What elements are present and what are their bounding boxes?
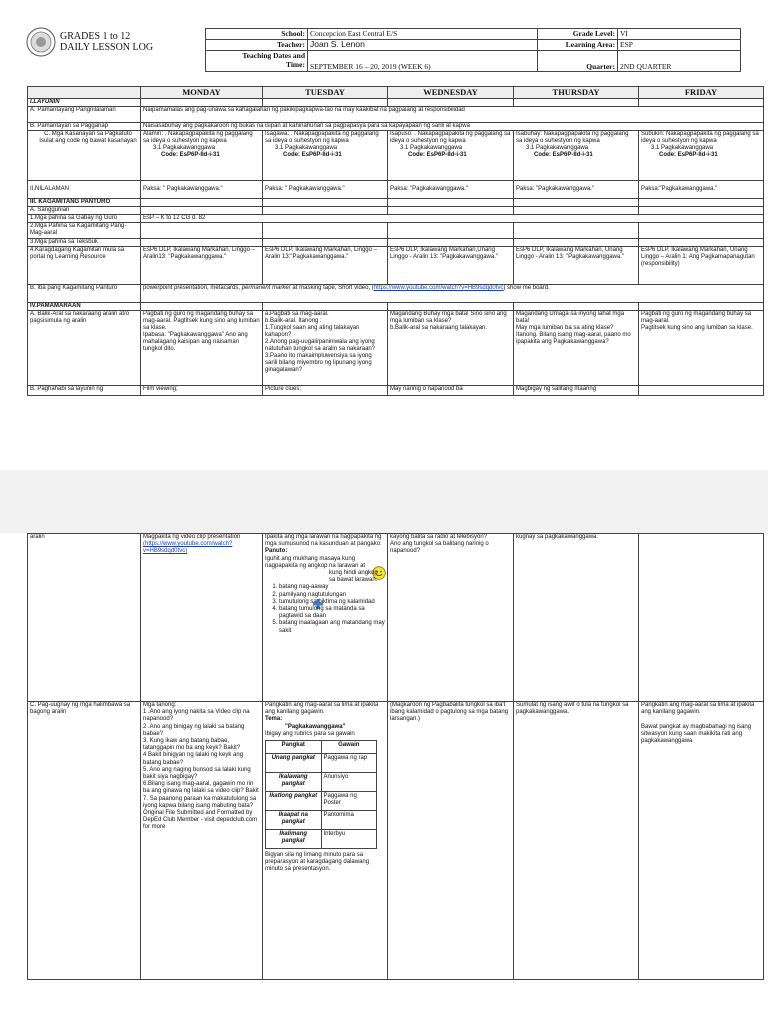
aralin-cont-label: aralin	[28, 534, 141, 702]
cont-wed: kayong balita sa radio at telebisyon? Ano ang tungkol sa balitang narinig o napanood?	[388, 534, 514, 702]
grade-value: VI	[618, 29, 741, 40]
paguugnay-fri: Pangkatin ang mag-aaral sa lima at ipakita ang kanilang gagawin. Bawat pangkat ay magbabahagi ng isang sitwasyon kung saan makikita rati ang pagkakawanggawa	[639, 702, 764, 980]
day-monday: MONDAY	[141, 87, 263, 99]
task-4: Pantomima	[321, 811, 377, 830]
task-col-header: Gawain	[321, 741, 377, 754]
kasanayan-tue: Isagawa: . Nakapagpapakita ng paggalang sa ideya o suhestyon ng kapwa 3.1 Pagkakawanggawa Code: EsP6P-IId-i-31	[263, 131, 388, 181]
quarter-value: 2ND QUARTER	[618, 51, 741, 72]
group-col-header: Pangkat	[266, 741, 322, 754]
group-1: Unang pangkat	[266, 754, 322, 773]
dates-value: SEPTEMBER 16 – 20, 2019 (WEEK 6)	[308, 51, 538, 72]
gabay-label: 1.Mga pahina sa Gabay ng Guro	[28, 215, 141, 223]
lr-mon: EsP6 DLP, Ikalawang Markahan, Linggo – Aralin13: "Pagkakawanggawa."	[141, 247, 263, 285]
teacher-value: Joan S. Lenon	[308, 40, 538, 51]
balik-thu: Magandang Umaga sa inyong lahat mga bata! May mga lumiban ba sa ating klase? Itanong. Bilang isang mag-aaral, paano mo ipapakita ang Pagkakawanggawa?	[514, 311, 639, 386]
lr-fri: EsP6 DLP, Ikalawang Markahan, Unang Linggo – Aralin 1: Ang Pagkamapanagutan (responsibility)	[639, 247, 764, 285]
kasanayan-label-text: C. Mga Kasanayan sa Pagkatuto Isulat ang code ng bawat kasanayan	[39, 131, 137, 144]
cont-tue: Ipakita ang mga larawan na nagpapakita ng mga sumusunod na kasunduan at pangako: Panuto: Iguhit ang mukhang masaya kung nagpapakita ng angkop na larawan at kung hindi angkop sa bawat larawan. 1. batang nag-aaway 2. pamilyang nagtutulungan 3. tumutulong sa biktima ng kalamidad 4. batang tumulong sa matanda sa pagtawid sa daan 5. batang inaalagaan ang matandang may sakit	[263, 534, 388, 702]
school-value: Concepcion East Central E/S	[308, 29, 538, 40]
paguugnay-wed: (Magkaroon ng Pagbabalita tungkol sa iba't ibang kalamidad o pagtulong sa mga batang larsangan.)	[388, 702, 514, 980]
kagamitan-mag-aaral-label: 2.Mga Pahina sa Kagamitang Pang-Mag-aaral	[28, 223, 141, 239]
task-5: Interbyu	[321, 830, 377, 849]
paguugnay-label: C. Pag-uugnay ng mga halimbawa sa bagong aralin	[28, 702, 141, 980]
group-2: Ikalawang pangkat	[266, 773, 322, 792]
kasanayan-label	[28, 131, 141, 181]
kasanayan-mon: Alamin: . Nakapagpapakita ng paggalang sa ideya o suhestyon ng kapwa 3.1 Pagkakawanggawa Code: EsP6P-IId-i-31	[141, 131, 263, 181]
header-info-table	[205, 28, 741, 72]
paghahabi-tue: Picture clues:	[263, 386, 388, 396]
balik-wed: Magandang Buhay mga bata! Sino sino ang mga lumiban sa klase? b.Balik-aral sa nakaraang talakayan.	[388, 311, 514, 386]
task-1: Paggawa ng rap	[321, 754, 377, 773]
pamantayang-label: A. Pamantayang Pangnilalaman	[28, 107, 141, 123]
log-title	[60, 31, 153, 53]
dates-label-line1: Teaching Dates and	[242, 51, 305, 60]
day-thursday: THURSDAY	[514, 87, 639, 99]
pagganap-text: Naisasabuhay ang pagkakaroon ng bukas na isipan at kahinahunan sa pagpapasya para sa kapayapaan ng sarili at kapwa	[141, 123, 764, 131]
lr-label: 4.Karagdagang Kagamitan mula sa portal ng Learning Resource	[28, 247, 141, 285]
kasanayan-wed: Isapuso: . Nakapagpapakita ng paggalang sa ideya o suhestyon ng kapwa 3.1 Pagkakawanggawa Code: EsP6P-IId-i-31	[388, 131, 514, 181]
task-3: Paggawa ng Poster	[321, 792, 377, 811]
deped-seal-icon	[26, 27, 56, 57]
paksa-fri: Paksa:"Pagkakawanggawa."	[639, 181, 764, 199]
group-5: Ikalimang pangkat	[266, 830, 322, 849]
panuto-list: 1. batang nag-aaway 2. pamilyang nagtutulungan 3. tumutulong sa biktima ng kalamidad 4. batang tumulong sa matanda sa pagtawid sa daan 5. batang inaalagaan ang matandang may sakit	[265, 584, 385, 634]
document-page-1	[0, 0, 768, 470]
lesson-table	[27, 86, 764, 396]
day-tuesday: TUESDAY	[263, 87, 388, 99]
video-link-2[interactable]: (https://www.youtube.com/watch?v=HB9sdqd0tvc)	[143, 541, 233, 555]
grade-label: Grade Level:	[538, 29, 618, 40]
iba-text: powerpoint presentation, metacards, permanent marker at masking tape, Short video, (https://www.youtube.com/watch?v=HB9sdqd0tvc) show me board.	[141, 285, 764, 303]
task-2: Anunsiyo	[321, 773, 377, 792]
paghahabi-mon: Film viewing;	[141, 386, 263, 396]
gabay-value: EsP – K to 12 CG d. 82	[141, 215, 764, 223]
quarter-label: Quarter:	[538, 51, 618, 72]
cont-mon: Magpakita ng video clip presentation (https://www.youtube.com/watch?v=HB9sdqd0tvc)	[141, 534, 263, 702]
paguugnay-thu: Sumulat ng isang awit o tula na tungkol sa pagkakawanggawa.	[514, 702, 639, 980]
pamantayang-text: Naipamamalas ang pag-unawa sa kahagalahan ng pakikipagkapwa-tao na may kaakibat na pagpalang at responsibilidad	[141, 107, 764, 123]
paguugnay-tue: Pangkatin ang mag-aaral sa lima at ipakita ang kanilang gagawin. Tema: "Pagkakawanggawa" Ibigay ang rubrics para sa gawain Pangkat Gawain Unang pangkat Paggawa ng rap Ikalawang pangkat Anunsiyo Ikatlong pangkat Paggawa ng Poster Ikaapat na pangkat Pantomima Ikalimang pangkat Interbyu Bigyan sila ng limang minuto para sa preparasyon at karagdagang dalawang minuto sa presentasyon.	[263, 702, 388, 980]
dates-label	[206, 51, 308, 72]
teksbuk-label: 3.Mga pahina sa Teksbuk	[28, 239, 141, 247]
document-page-2	[0, 533, 768, 1024]
sanggunian-label: A. Sanggunian	[28, 207, 141, 215]
day-friday: FRIDAY	[639, 87, 764, 99]
day-wednesday: WEDNESDAY	[388, 87, 514, 99]
pamamaraan-heading: IV.PAMAMARAAN	[28, 303, 141, 311]
pagganap-label: B. Pamantayan sa Pagganap	[28, 123, 141, 131]
log-title-line1: GRADES 1 to 12	[60, 31, 131, 42]
group-task-table	[265, 740, 377, 849]
paksa-tue: Paksa: " Pagkakawanggawa."	[263, 181, 388, 199]
balik-mon: Pagbati ng guro ng magandang buhay sa mag-aaral. Pagtitsek kung sino ang lumiban sa klase. Ipabasa: "Pagkakawanggawa" Ano ang mahalagang kaisipan ang naisaman tungkol dito.	[141, 311, 263, 386]
day-header-row	[28, 87, 764, 99]
kasanayan-fri: Subukin: Nakapagpapakita ng paggalang sa ideya o suhestyon ng kapwa 3.1 Pagkakawanggawa Code: EsP6P-IId-i-31	[639, 131, 764, 181]
layunin-heading: I.LAYUNIN	[28, 99, 141, 107]
area-label: Learning Area:	[538, 40, 618, 51]
lesson-table-continued	[27, 533, 764, 980]
paksa-thu: Paksa: "Pagkakawanggawa."	[514, 181, 639, 199]
lr-tue: EsP6 DLP, Ikalawang Markahan, Linggo – Aralin 13:"Pagkakawanggawa."	[263, 247, 388, 285]
kagamitan-heading: III. KAGAMITANG PANTURO	[28, 199, 141, 207]
cont-fri	[639, 534, 764, 702]
corner-cell	[28, 87, 141, 99]
paghahabi-fri	[639, 386, 764, 396]
nilalaman-label: II.NILALAMAN	[28, 181, 141, 199]
lr-wed: EsP6 DLP, Ikalawang Markahan,Unang Linggo - Aralin 13: "Pagkakawanggawa."	[388, 247, 514, 285]
paghahabi-label: B. Paghahabi sa layunin ng	[28, 386, 141, 396]
balik-fri: Pagbati ng guro ng magandang buhay sa mag-aaral. Pagtitsek kung sino ang lumiban sa klase.	[639, 311, 764, 386]
log-title-line2: DAILY LESSON LOG	[60, 42, 154, 53]
dates-label-line2: Time:	[285, 60, 305, 69]
paksa-wed: Paksa: "Pagkakawanggawa."	[388, 181, 514, 199]
paghahabi-thu: Magbigay ng salitang maaring	[514, 386, 639, 396]
paksa-mon: Paksa: " Pagkakawanggawa."	[141, 181, 263, 199]
paghahabi-wed: May narinig o napanood ba	[388, 386, 514, 396]
kasanayan-thu: Isabuhay: Nakapagpapakita ng paggalang sa ideya o suhestyon ng kapwa 3.1 Pagkakawanggawa Code: EsP6P-IId-i-31	[514, 131, 639, 181]
paguugnay-mon: Mga tanong: 1 .Ano ang iyong nakita sa Video clip na napanood? 2 .Ano ang binigay ng lalaki sa batang babae? 3. Kung ikaw ang batang babae, tatanggapin mo ba ang keyk? Bakit? 4 Bakit binigyan ng lalaki ng keyk ang batang babae? 5. Ano ang naging bunsod sa lalaki kung bakit siya nagbigay? 6.Bilang isang mag-aaral, gagawin mo rin ba ang ginawa ng lalaki sa video clip? Bakit 7. Sa paanong paraan ka makatutulong sa iyong kapwa bilang isang mabuting bata? Original File Submitted and Formatted by DepEd Club Member - visit depedclub.com for more	[141, 702, 263, 980]
area-value: ESP	[618, 40, 741, 51]
lr-thu: EsP6 DLP, Ikalawang Markahan, Unang Linggo - Aralin 13: "Pagkakawanggawa."	[514, 247, 639, 285]
video-link[interactable]: https://www.youtube.com/watch?v=HB9sdqd0tvc	[373, 285, 504, 291]
cont-thu: kugnay sa pagkakawanggawa.	[514, 534, 639, 702]
school-label: School:	[206, 29, 308, 40]
page-gap	[0, 470, 768, 533]
group-3: Ikatlong pangkat	[266, 792, 322, 811]
balik-tue: a.Pagbati sa mag-aaral. b.Balik-aral. Itanong : 1.Tungkol saan ang ating talakayan kahapon? 2.Anong pag-uugali/paniniwala ang iyong natutuhan tungkol sa aralin sa nakaraan? 3.Paano ito makaimpluwensiya sa iyong sarili bilang miyembro ng lipunang iyong ginagalawan?	[263, 311, 388, 386]
teacher-label: Teacher:	[206, 40, 308, 51]
balik-label: A. Balik-Aral sa nakaraang aralin at/o pagsisimula ng aralin	[28, 311, 141, 386]
iba-label: B. Iba pang Kagamitang Panturo	[28, 285, 141, 303]
group-4: Ikaapat na pangkat	[266, 811, 322, 830]
